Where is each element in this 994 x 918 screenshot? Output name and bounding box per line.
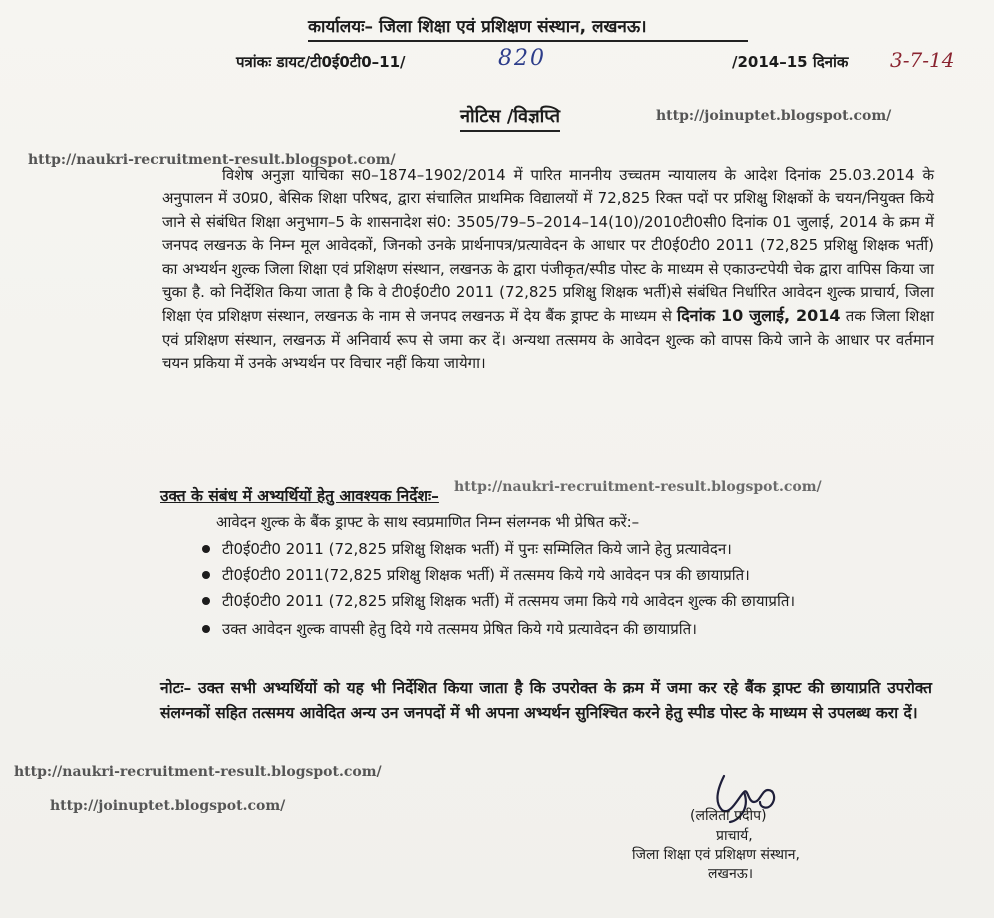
bullet-icon: [202, 625, 210, 633]
bullet-icon: [202, 545, 210, 553]
watermark-url: http://joinuptet.blogspot.com/: [656, 108, 892, 124]
list-item: [200, 564, 932, 586]
guidelines-heading: उक्त के संबंध में अभ्यर्थियों हेतु आवश्यक निर्देशः–: [160, 487, 439, 505]
list-item: [200, 618, 932, 640]
reference-line: [236, 48, 976, 78]
signatory-institute: जिला शिक्षा एवं प्रशिक्षण संस्थान,: [632, 847, 800, 863]
signatory-name: (ललिता प्रदीप): [690, 808, 767, 824]
watermark-url: http://naukri-recruitment-result.blogspot.com/: [454, 479, 822, 495]
office-line: कार्यालयः– जिला शिक्षा एवं प्रशिक्षण संस्थान, लखनऊ।: [308, 14, 748, 42]
list-item-text: टी0ई0टी0 2011 (72,825 प्रशिक्षु शिक्षक भर्ती) में तत्समय जमा किये गये आवेदन शुल्क की छायाप्रति।: [222, 592, 796, 610]
list-item-text: टी0ई0टी0 2011(72,825 प्रशिक्षु शिक्षक भर्ती) में तत्समय किये गये आवेदन पत्र की छायाप्रति।: [222, 566, 750, 584]
bullet-icon: [202, 597, 210, 605]
notice-title: नोटिस /विज्ञप्ति: [460, 104, 560, 132]
body-paragraph: [162, 164, 934, 376]
list-item: [200, 538, 932, 560]
note-paragraph: नोटः– उक्त सभी अभ्यर्थियों को यह भी निर्देशित किया जाता है कि उपरोक्त के क्रम में जमा कर रहे बैंक ड्राफ्ट की छायाप्रति उपरोक्त संलग्नकों सहित तत्समय आवेदित अन्य उन जनपदों में भी अपना अभ्यर्थन सुनिश्चित करने हेतु स्पीड पोस्ट के माध्यम से उपलब्ध करा दें।: [160, 679, 932, 722]
reference-date-handwritten: 3-7-14: [890, 48, 955, 72]
reference-year: /2014–15 दिनांक: [732, 53, 849, 71]
body-text: विशेष अनुज्ञा याचिका स0–1874–1902/2014 में पारित माननीय उच्चतम न्यायालय के आदेश दिनांक 25.03.2014 के अनुपालन में उ0प्र0, बेसिक शिक्षा परिषद, द्वारा संचालित प्राथमिक विद्यालयों में 72,825 रिक्त पदों पर प्रशिक्षु शिक्षकों के चयन/नियुक्त किये जाने से संबंधित शिक्षा अनुभाग–5 के शासनादेश सं0: 3505/79–5–2014–14(10)/2010टी0सी0 दिनांक 01 जुलाई, 2014 के क्रम में जनपद लखनऊ के निम्न मूल आवेदकों, जिनको उनके प्रार्थनापत्र/प्रत्यावेदन के आधार पर टी0ई0टी0 2011 (72,825 प्रशिक्षु शिक्षक भर्ती) का अभ्यर्थन शुल्क जिला शिक्षा एवं प्रशिक्षण संस्थान, लखनऊ के द्वारा पंजीकृत/स्पीड पोस्ट के माध्यम से एकाउन्टपेयी चेक द्वारा वापिस किया जा चुका है. को निर्देशित किया जाता है कि वे टी0ई0टी0 2011 (72,825 प्रशिक्षु शिक्षक भर्ती)से संबंधित निर्धारित आवेदन शुल्क प्राचार्य, जिला शिक्षा एंव प्रशिक्षण संस्थान, लखनऊ के नाम से जनपद लखनऊ में देय बैंक ड्राफ्ट के माध्यम से: [162, 166, 934, 326]
list-item-text: टी0ई0टी0 2011 (72,825 प्रशिक्षु शिक्षक भर्ती) में पुनः सम्मिलित किये जाने हेतु प्रत्यावेदन।: [222, 540, 732, 558]
reference-number-handwritten: 820: [498, 46, 546, 71]
list-item-text: उक्त आवेदन शुल्क वापसी हेतु दिये गये तत्समय प्रेषित किये गये प्रत्यावेदन की छायाप्रति।: [222, 620, 697, 638]
watermark-url: http://naukri-recruitment-result.blogspot.com/: [28, 152, 396, 168]
signatory-city: लखनऊ।: [708, 866, 754, 882]
watermark-url: http://naukri-recruitment-result.blogspot.com/: [14, 764, 382, 780]
body-text: तक जिला शिक्षा एवं प्रशिक्षण संस्थान, लखनऊ में अनिवार्य रूप से जमा कर दें। अन्यथा तत्समय के आवेदन शुल्क को वापस किये जाने के आधार पर वर्तमान चयन प्रकिया में उनके अभ्यर्थन पर विचार नहीं किया जायेगा।: [162, 307, 934, 373]
attachment-list: [200, 538, 932, 644]
deadline-date: दिनांक 10 जुलाई, 2014: [677, 306, 841, 326]
reference-prefix: पत्रांकः डायट/टी0ई0टी0–11/: [236, 53, 406, 71]
bullet-icon: [202, 571, 210, 579]
signatory-designation: प्राचार्य,: [716, 828, 753, 844]
list-item: [200, 590, 932, 612]
watermark-url: http://joinuptet.blogspot.com/: [50, 798, 286, 814]
guidelines-intro: आवेदन शुल्क के बैंक ड्राफ्ट के साथ स्वप्रमाणित निम्न संलग्नक भी प्रेषित करें:–: [216, 513, 640, 531]
